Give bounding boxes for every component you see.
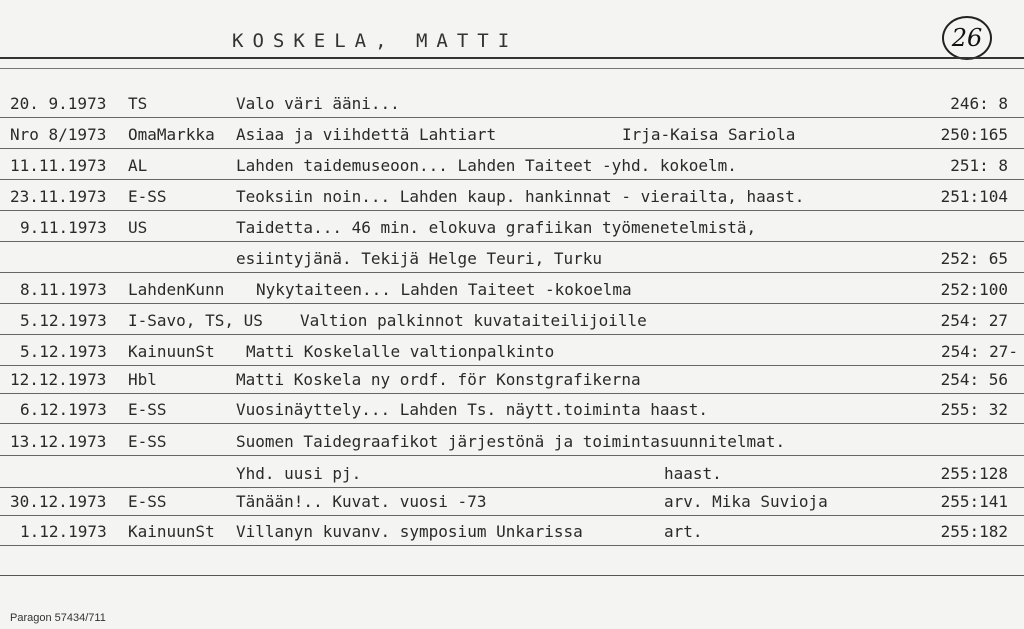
row-source: E-SS: [128, 432, 167, 451]
row-reference: 255:182: [940, 522, 1008, 541]
row-description: Matti Koskelalle valtionpalkinto: [246, 342, 555, 361]
row-description: Yhd. uusi pj.: [236, 464, 362, 483]
header-rule: [0, 57, 1024, 59]
table-row: [0, 244, 1024, 273]
row-reference: 255: 32: [940, 400, 1008, 419]
row-description: Valtion palkinnot kuvataiteilijoille: [300, 311, 647, 330]
row-date: 23.11.1973: [10, 187, 107, 206]
table-row: [0, 306, 1024, 335]
row-description: Tänään!.. Kuvat. vuosi -73: [236, 492, 487, 511]
row-source: OmaMarkka: [128, 125, 215, 144]
row-reference: 251: 8: [950, 156, 1008, 175]
row-description: Valo väri ääni...: [236, 94, 400, 113]
table-row: [0, 456, 1024, 488]
row-rule: [0, 303, 1024, 304]
row-date: 5.12.1973: [20, 342, 107, 361]
row-description: Suomen Taidegraafikot järjestönä ja toimintasuunnitelmat.: [236, 432, 786, 451]
row-date: 13.12.1973: [10, 432, 107, 451]
row-source: TS: [128, 94, 148, 113]
row-rule: [0, 334, 1024, 335]
row-date: 30.12.1973: [10, 492, 107, 511]
row-extra: Irja-Kaisa Sariola: [622, 125, 796, 144]
row-description: Lahden taidemuseoon... Lahden Taiteet -yhd. kokoelm.: [236, 156, 737, 175]
row-date: 5.12.1973: [20, 311, 107, 330]
row-reference: 250:165: [940, 125, 1008, 144]
row-rule: [0, 545, 1024, 546]
table-row: [0, 394, 1024, 424]
row-source: AL: [128, 156, 148, 175]
table-row: [0, 182, 1024, 211]
row-source: KainuunSt: [128, 342, 215, 361]
table-row: [0, 151, 1024, 180]
row-source: US: [128, 218, 148, 237]
row-rule: [0, 210, 1024, 211]
row-source: LahdenKunn: [128, 280, 225, 299]
row-source: Hbl: [128, 370, 157, 389]
row-reference: 254: 27: [940, 311, 1008, 330]
row-reference: 254: 56: [940, 370, 1008, 389]
row-reference: 255:141: [940, 492, 1008, 511]
row-description: Teoksiin noin... Lahden kaup. hankinnat - vierailta, haast.: [236, 187, 805, 206]
row-source: I-Savo, TS, US: [128, 311, 263, 330]
row-description: Villanyn kuvanv. symposium Unkarissa: [236, 522, 583, 541]
row-date: 8.11.1973: [20, 280, 107, 299]
table-row: [0, 337, 1024, 366]
person-name: KOSKELA, MATTI: [232, 30, 519, 52]
table-row: [0, 275, 1024, 304]
card-form-number: Paragon 57434/711: [10, 612, 106, 624]
row-reference: 252:100: [940, 280, 1008, 299]
row-reference: 255:128: [940, 464, 1008, 483]
header-rule-secondary: [0, 68, 1024, 69]
row-rule: [0, 117, 1024, 118]
row-source: E-SS: [128, 400, 167, 419]
row-date: 12.12.1973: [10, 370, 107, 389]
table-row: [0, 213, 1024, 242]
row-date: 1.12.1973: [20, 522, 107, 541]
row-rule: [0, 272, 1024, 273]
row-reference: 246: 8: [950, 94, 1008, 113]
table-row: [0, 488, 1024, 516]
page-number: 26: [942, 16, 992, 60]
row-description: Vuosinäyttely... Lahden Ts. näytt.toiminta haast.: [236, 400, 709, 419]
table-row: [0, 120, 1024, 149]
row-description: Matti Koskela ny ordf. för Konstgrafikerna: [236, 370, 641, 389]
row-reference: 254: 27-: [940, 342, 1018, 361]
row-rule: [0, 148, 1024, 149]
table-row: [0, 89, 1024, 118]
row-source: KainuunSt: [128, 522, 215, 541]
row-date: 20. 9.1973: [10, 94, 107, 113]
row-source: E-SS: [128, 187, 167, 206]
row-reference: 251:104: [940, 187, 1008, 206]
table-row: [0, 368, 1024, 394]
row-extra: haast.: [664, 464, 722, 483]
row-rule: [0, 365, 1024, 366]
row-extra: arv. Mika Suvioja: [664, 492, 828, 511]
row-date: Nro 8/1973: [10, 125, 107, 144]
table-row: [0, 424, 1024, 456]
blank-row-rule: [0, 575, 1024, 576]
row-description: Taidetta... 46 min. elokuva grafiikan työmenetelmistä,: [236, 218, 757, 237]
row-rule: [0, 179, 1024, 180]
table-row: [0, 516, 1024, 546]
row-extra: art.: [664, 522, 703, 541]
row-description: esiintyjänä. Tekijä Helge Teuri, Turku: [236, 249, 603, 268]
row-rule: [0, 241, 1024, 242]
row-description: Asiaa ja viihdettä Lahtiart: [236, 125, 497, 144]
row-date: 11.11.1973: [10, 156, 107, 175]
row-reference: 252: 65: [940, 249, 1008, 268]
row-date: 9.11.1973: [20, 218, 107, 237]
row-date: 6.12.1973: [20, 400, 107, 419]
row-source: E-SS: [128, 492, 167, 511]
row-description: Nykytaiteen... Lahden Taiteet -kokoelma: [256, 280, 632, 299]
